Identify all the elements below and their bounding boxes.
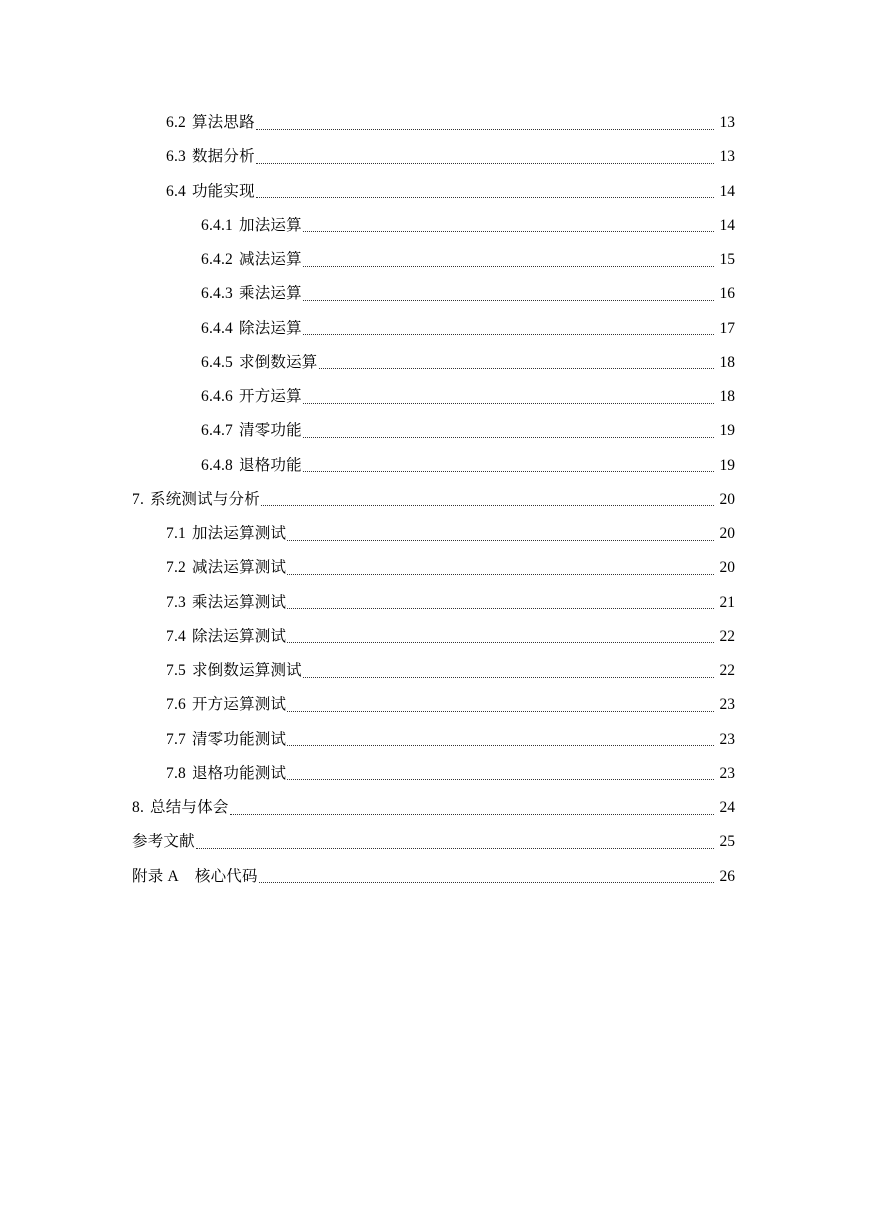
toc-entry-label	[166, 723, 286, 757]
toc-entry-number: 8.	[132, 799, 145, 817]
toc-dot-leader	[230, 794, 714, 815]
toc-entry-page-number: 26	[719, 867, 735, 885]
toc-entry-page-number: 13	[719, 114, 735, 132]
toc-entry[interactable]	[0, 723, 869, 757]
toc-entry-label	[201, 380, 302, 414]
toc-entry[interactable]	[0, 517, 869, 551]
toc-dot-leader	[303, 451, 714, 472]
toc-entry-title: 参考文献	[132, 833, 195, 851]
toc-entry-label	[132, 860, 258, 894]
toc-entry-title: 求倒数运算	[239, 353, 318, 371]
toc-dot-leader	[287, 520, 714, 541]
toc-dot-leader	[287, 691, 714, 712]
toc-entry-number: 6.2	[166, 114, 186, 132]
toc-dot-leader	[303, 211, 714, 232]
toc-entry-number: 6.3	[166, 148, 186, 166]
toc-entry-page-number: 23	[719, 764, 735, 782]
toc-entry-page-number: 19	[719, 456, 735, 474]
toc-entry-label	[132, 483, 260, 517]
toc-entry-page-number: 25	[719, 833, 735, 851]
toc-entry-title: 加法运算测试	[191, 525, 287, 543]
toc-entry-page-number: 13	[719, 148, 735, 166]
toc-entry[interactable]	[0, 106, 869, 140]
toc-dot-leader	[256, 143, 714, 164]
toc-entry-title: 乘法运算	[239, 285, 302, 303]
toc-entry-title: 数据分析	[191, 148, 255, 166]
toc-entry-page-number: 24	[719, 799, 735, 817]
toc-entry[interactable]	[0, 860, 869, 894]
toc-entry-page-number: 20	[719, 559, 735, 577]
toc-dot-leader	[303, 280, 714, 301]
toc-entry-page-number: 19	[719, 422, 735, 440]
toc-entry-page-number: 16	[719, 285, 735, 303]
toc-entry-title: 算法思路	[191, 114, 255, 132]
toc-entry[interactable]	[0, 449, 869, 483]
toc-entry-number: 7.4	[166, 627, 186, 645]
toc-entry-number: 7.2	[166, 559, 186, 577]
toc-dot-leader	[303, 383, 714, 404]
toc-entry-title: 退格功能测试	[191, 764, 287, 782]
toc-entry-label	[201, 243, 302, 277]
toc-entry[interactable]	[0, 346, 869, 380]
toc-entry[interactable]	[0, 551, 869, 585]
toc-entry-page-number: 23	[719, 696, 735, 714]
toc-entry-label	[201, 277, 302, 311]
toc-entry-title: 开方运算测试	[191, 696, 287, 714]
toc-entry-label	[201, 312, 302, 346]
toc-entry-label	[201, 449, 302, 483]
toc-dot-leader	[287, 588, 714, 609]
toc-entry[interactable]	[0, 175, 869, 209]
toc-entry-title: 开方运算	[239, 388, 302, 406]
toc-entry-title: 加法运算	[239, 216, 302, 234]
toc-dot-leader	[287, 554, 714, 575]
toc-entry[interactable]	[0, 243, 869, 277]
toc-entry-number: 7.1	[166, 525, 186, 543]
toc-dot-leader	[256, 109, 714, 130]
toc-entry-label	[166, 106, 255, 140]
toc-entry-number: 附录 A	[132, 867, 179, 885]
toc-entry-number: 7.8	[166, 764, 186, 782]
toc-entry-page-number: 14	[719, 216, 735, 234]
toc-entry[interactable]	[0, 414, 869, 448]
toc-dot-leader	[259, 862, 714, 883]
toc-entry[interactable]	[0, 620, 869, 654]
toc-entry-number: 6.4.7	[201, 422, 233, 440]
toc-entry-number: 6.4.8	[201, 456, 233, 474]
toc-entry-page-number: 15	[719, 251, 735, 269]
toc-entry-page-number: 22	[719, 662, 735, 680]
toc-entry-page-number: 20	[719, 525, 735, 543]
toc-entry-title: 乘法运算测试	[191, 593, 287, 611]
toc-entry-title: 核心代码	[194, 867, 258, 885]
toc-entry-number: 6.4.3	[201, 285, 233, 303]
toc-entry[interactable]	[0, 791, 869, 825]
toc-dot-leader	[303, 657, 714, 678]
toc-entry[interactable]	[0, 140, 869, 174]
toc-entry-number: 6.4.4	[201, 319, 233, 337]
toc-entry-number: 7.5	[166, 662, 186, 680]
toc-entry-title: 清零功能	[239, 422, 302, 440]
toc-entry-label	[132, 825, 195, 859]
toc-entry-number: 6.4.6	[201, 388, 233, 406]
toc-entry-number: 6.4.2	[201, 251, 233, 269]
toc-entry-label	[132, 791, 229, 825]
toc-entry[interactable]	[0, 654, 869, 688]
toc-dot-leader	[319, 348, 714, 369]
toc-entry-number: 7.3	[166, 593, 186, 611]
toc-entry-label	[166, 517, 286, 551]
toc-entry-title: 总结与体会	[150, 799, 229, 817]
toc-dot-leader	[287, 725, 714, 746]
toc-entry-number: 6.4.1	[201, 216, 233, 234]
toc-entry-label	[166, 688, 286, 722]
toc-entry-label	[166, 620, 286, 654]
toc-entry-label	[166, 140, 255, 174]
toc-entry-page-number: 21	[719, 593, 735, 611]
toc-entry-number: 7.	[132, 490, 145, 508]
toc-entry-number: 7.6	[166, 696, 186, 714]
toc-entry-label	[201, 209, 302, 243]
toc-entry[interactable]	[0, 757, 869, 791]
toc-entry[interactable]	[0, 277, 869, 311]
toc-dot-leader	[303, 246, 714, 267]
toc-entry[interactable]	[0, 380, 869, 414]
toc-entry-label	[166, 757, 286, 791]
toc-entry-title: 减法运算	[239, 251, 302, 269]
toc-entry-page-number: 20	[719, 490, 735, 508]
toc-entry-page-number: 17	[719, 319, 735, 337]
toc-entry-page-number: 23	[719, 730, 735, 748]
toc-entry-label	[201, 346, 318, 380]
toc-entry-page-number: 22	[719, 627, 735, 645]
toc-entry-label	[166, 551, 286, 585]
toc-entry-title: 清零功能测试	[191, 730, 287, 748]
toc-entry[interactable]	[0, 825, 869, 859]
toc-entry-page-number: 18	[719, 353, 735, 371]
toc-entry-title: 退格功能	[239, 456, 302, 474]
toc-dot-leader	[287, 759, 714, 780]
toc-entry-label	[201, 414, 302, 448]
table-of-contents	[0, 106, 869, 894]
toc-entry-title: 求倒数运算测试	[191, 662, 302, 680]
toc-entry[interactable]	[0, 209, 869, 243]
toc-entry-number: 6.4.5	[201, 353, 233, 371]
toc-entry[interactable]	[0, 688, 869, 722]
toc-entry-label	[166, 586, 286, 620]
toc-dot-leader	[261, 485, 714, 506]
toc-entry-title: 除法运算测试	[191, 627, 287, 645]
toc-entry-page-number: 18	[719, 388, 735, 406]
toc-entry[interactable]	[0, 483, 869, 517]
toc-entry-number: 7.7	[166, 730, 186, 748]
toc-entry[interactable]	[0, 312, 869, 346]
toc-entry-title: 系统测试与分析	[150, 490, 260, 508]
toc-entry-title: 减法运算测试	[191, 559, 287, 577]
toc-dot-leader	[303, 314, 714, 335]
toc-entry-page-number: 14	[719, 182, 735, 200]
toc-dot-leader	[287, 622, 714, 643]
toc-entry-label	[166, 175, 255, 209]
toc-entry-label	[166, 654, 302, 688]
toc-dot-leader	[256, 177, 714, 198]
toc-entry-number: 6.4	[166, 182, 186, 200]
toc-entry-title: 功能实现	[191, 182, 255, 200]
toc-entry-title: 除法运算	[239, 319, 302, 337]
toc-entry[interactable]	[0, 586, 869, 620]
toc-dot-leader	[196, 828, 714, 849]
toc-dot-leader	[303, 417, 714, 438]
